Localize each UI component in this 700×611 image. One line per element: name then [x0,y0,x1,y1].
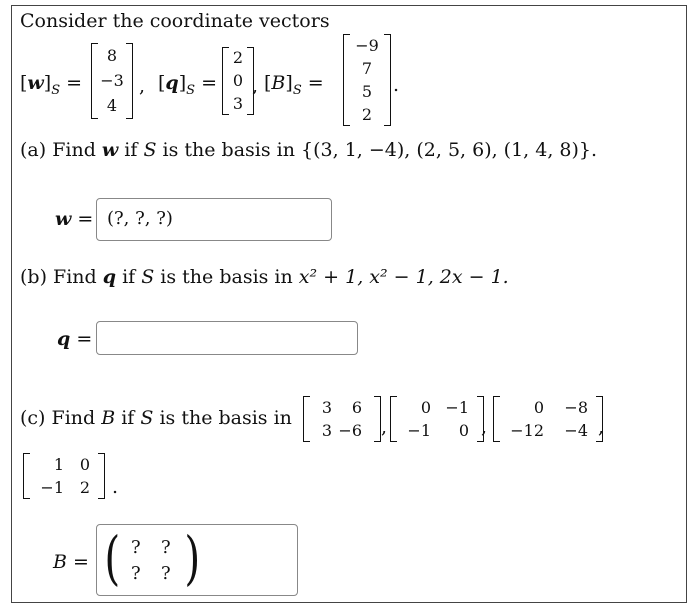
q-answer-input[interactable] [96,321,358,355]
B-cell-22: ? [161,563,171,584]
basis-matrix-2: 0 −1 −1 0 [390,396,484,442]
part-b-answer-label: q = [57,328,93,350]
w-answer-value: (?, ?, ?) [107,208,173,229]
B-cell-12: ? [161,537,171,558]
B-coord-label: $[B]_S$ = [264,72,324,98]
B-cell-11: ? [131,537,141,558]
basis-matrix-1: 3 6 3 −6 [303,396,381,442]
q-coord-vector: 2 0 3 [222,47,254,115]
w-coord-vector: 8 −3 4 [91,43,133,119]
w-coord-label: $[w]_S$ = [20,72,83,98]
part-a-question: (a) Find w if S is the basis in {(3, 1, −4), (2, 5, 6), (1, 4, 8)}. [20,139,598,161]
w-answer-input[interactable] [96,198,332,241]
B-answer-input[interactable]: ( ? ? ? ? ) [96,524,298,596]
basis-matrix-4: 1 0 −1 2 [23,453,105,499]
q-coord-label: $[q]_S$ = [158,72,218,98]
B-coord-vector: −9 7 5 2 [343,34,391,126]
basis-matrix-3: 0 −8 −12 −4 [493,396,603,442]
intro-text: Consider the coordinate vectors [20,10,330,32]
part-c-question: (c) Find B if S is the basis in [20,407,292,429]
B-cell-21: ? [131,563,141,584]
part-b-question: (b) Find q if S is the basis in x² + 1, x² − 1, 2x − 1. [20,266,509,288]
part-a-answer-label: w = [55,208,94,230]
part-c-answer-label: B = [53,551,89,573]
